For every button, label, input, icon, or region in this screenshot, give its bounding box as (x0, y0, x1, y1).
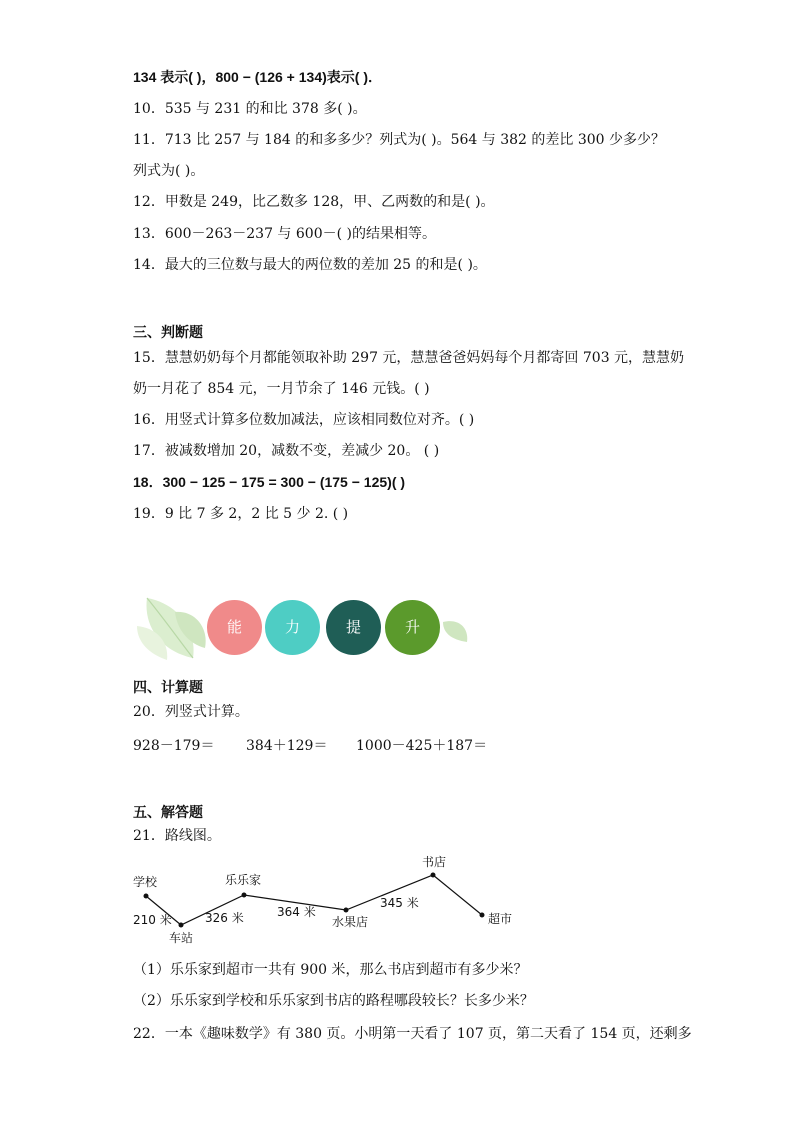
question-21-part1: （1）乐乐家到超市一共有 900 米，那么书店到超市有多少米？ (133, 962, 528, 978)
banner-circle-3: 提 (326, 600, 381, 655)
question-11-line1: 11．713 比 257 与 184 的和多多少？列式为( )。564 与 382 的差比 300 少多少？ (133, 132, 666, 148)
calc-expression-3: 1000－425＋187＝ (356, 738, 488, 754)
label-supermarket: 超市 (488, 912, 513, 926)
question-15-line1: 15．慧慧奶奶每个月都能领取补助 297 元，慧慧爸爸妈妈每个月都寄回 703 元，慧慧奶 (133, 350, 685, 366)
question-12: 12．甲数是 249，比乙数多 128，甲、乙两数的和是( )。 (133, 194, 495, 210)
route-map (0, 852, 794, 952)
question-17: 17．被减数增加 20，减数不变，差减少 20。 ( ) (133, 443, 440, 459)
question-18: 18．300 − 125 − 175 = 300 − (175 − 125)( ) (133, 474, 406, 490)
question-11-line2: 列式为( )。 (133, 163, 205, 179)
question-10: 10．535 与 231 的和比 378 多( )。 (133, 101, 367, 117)
point-lele-home (242, 893, 247, 898)
point-station (179, 923, 184, 928)
question-14: 14．最大的三位数与最大的两位数的差加 25 的和是( )。 (133, 257, 487, 273)
calc-expression-1: 928－179＝ (133, 738, 215, 754)
question-15-line2: 奶一月花了 854 元，一月节余了 146 元钱。( ) (133, 381, 430, 397)
banner-circle-1: 能 (207, 600, 262, 655)
label-fruit-shop: 水果店 (332, 915, 369, 929)
distance-210: 210 米 (133, 913, 172, 927)
distance-345: 345 米 (380, 896, 419, 910)
banner-circle-2: 力 (265, 600, 320, 655)
question-21: 21．路线图。 (133, 828, 221, 844)
point-bookstore (431, 873, 436, 878)
section-4-title: 四、计算题 (133, 680, 203, 696)
leaf-decoration-icon (135, 592, 215, 662)
question-9-tail: 134 表示( )，800 − (126 + 134)表示( )． (133, 69, 382, 85)
question-13: 13．600－263－237 与 600－( )的结果相等。 (133, 226, 436, 242)
calc-expression-2: 384＋129＝ (246, 738, 328, 754)
small-leaf-icon (441, 616, 471, 646)
point-supermarket (480, 913, 485, 918)
banner-circle-4: 升 (385, 600, 440, 655)
question-22: 22．一本《趣味数学》有 380 页。小明第一天看了 107 页，第二天看了 154 页，还剩多 (133, 1026, 692, 1042)
label-bookstore: 书店 (422, 855, 447, 869)
question-19: 19．9 比 7 多 2，2 比 5 少 2. ( ) (133, 506, 349, 522)
ability-banner (135, 592, 475, 662)
section-3-title: 三、判断题 (133, 325, 203, 341)
label-lele-home: 乐乐家 (225, 873, 262, 887)
question-20: 20．列竖式计算。 (133, 704, 249, 720)
distance-364: 364 米 (277, 905, 316, 919)
label-station: 车站 (169, 931, 194, 945)
section-5-title: 五、解答题 (133, 805, 203, 821)
point-fruit-shop (344, 908, 349, 913)
label-school: 学校 (133, 875, 158, 889)
point-school (144, 894, 149, 899)
distance-326: 326 米 (205, 911, 244, 925)
question-16: 16．用竖式计算多位数加减法，应该相同数位对齐。( ) (133, 412, 475, 428)
question-21-part2: （2）乐乐家到学校和乐乐家到书店的路程哪段较长？长多少米？ (133, 993, 534, 1009)
